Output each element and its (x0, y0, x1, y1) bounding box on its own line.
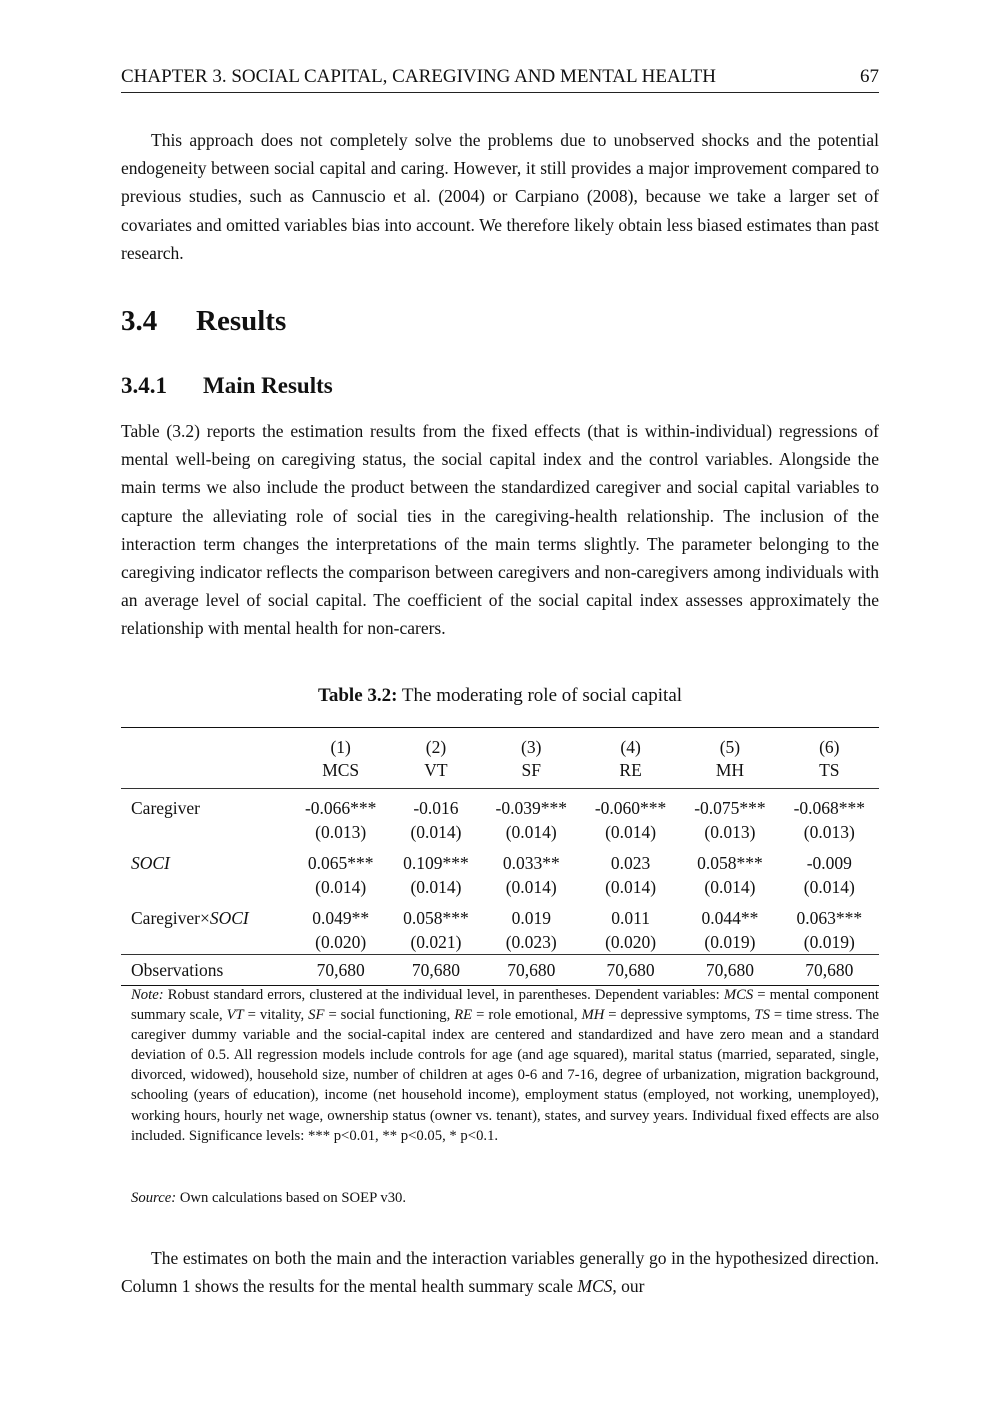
regression-table-grid (121, 727, 879, 986)
paragraph-segment: The estimates on both the main and the interaction variables generally go in the hypothesized direction. Column 1 shows the results for the mental health summary scale (121, 1248, 879, 1297)
standard-error-row (121, 930, 879, 955)
row-spacer (121, 899, 879, 907)
coefficient-cell: 0.049** (312, 908, 370, 928)
paragraph-segment: MCS (577, 1276, 613, 1297)
source-text: Own calculations based on SOEP v30. (176, 1190, 407, 1206)
row-label-blank (121, 820, 291, 844)
note-segment: = mental component summary scale, (131, 987, 879, 1024)
note-segment: MH (581, 1007, 605, 1024)
standard-error-cell: (0.019) (704, 931, 756, 952)
observations-label: Observations (121, 955, 291, 986)
standard-error-cell: (0.013) (315, 821, 367, 842)
standard-error-cell: (0.019) (803, 931, 855, 952)
coefficient-cell: -0.075*** (680, 789, 779, 821)
subsection-heading (121, 373, 333, 399)
column-number: (1) (291, 728, 390, 759)
standard-error-cell: (0.014) (315, 876, 367, 897)
note-segment: MCS (723, 987, 754, 1003)
page-number: 67 (860, 66, 879, 87)
coefficient-cell: 0.023 (610, 853, 651, 873)
standard-error-cell: (0.023) (505, 931, 557, 952)
column-name: SF (521, 759, 541, 780)
chapter-title: CHAPTER 3. SOCIAL CAPITAL, CAREGIVING AND MENTAL HEALTH (121, 66, 716, 87)
regression-table (121, 727, 879, 986)
coefficient-cell: 0.033** (502, 853, 560, 873)
column-number: (3) (482, 728, 581, 759)
row-label (121, 789, 291, 821)
row-label-main: Caregiver (131, 798, 200, 818)
paragraph-segment: , our (612, 1276, 645, 1297)
coefficient-cell: -0.009 (806, 853, 852, 873)
coefficient-row (121, 907, 879, 930)
note-segment: = vitality, (243, 1007, 309, 1024)
note-label: Note: (131, 987, 164, 1003)
row-label-italic: SOCI (209, 908, 249, 928)
subsection-number: 3.4.1 (121, 373, 167, 398)
note-segment: SF (308, 1007, 325, 1024)
column-name: RE (619, 759, 642, 780)
standard-error-cell: (0.014) (410, 821, 462, 842)
note-segment: = social functioning, (324, 1007, 455, 1024)
standard-error-cell: (0.014) (410, 876, 462, 897)
standard-error-cell: (0.014) (505, 821, 557, 842)
standard-error-cell: (0.014) (704, 876, 756, 897)
standard-error-cell: (0.021) (410, 931, 462, 952)
column-name: TS (819, 759, 840, 780)
header-blank-cell (121, 758, 291, 789)
section-heading (121, 305, 286, 338)
column-name-row (121, 758, 879, 789)
note-segment: = depressive symptoms, (604, 1007, 755, 1024)
note-segment: TS (754, 1007, 770, 1024)
observations-cell: 70,680 (482, 955, 581, 986)
standard-error-cell: (0.014) (505, 876, 557, 897)
standard-error-cell: (0.014) (803, 876, 855, 897)
observations-cell: 70,680 (291, 955, 390, 986)
row-label-main: Caregiver× (131, 908, 210, 928)
coefficient-row (121, 852, 879, 875)
coefficient-cell: 0.044** (701, 908, 759, 928)
column-name: MCS (322, 759, 360, 780)
observations-row (121, 955, 879, 986)
header-blank-cell (121, 728, 291, 759)
coefficient-cell: -0.016 (390, 789, 481, 821)
coefficient-cell: -0.039*** (482, 789, 581, 821)
paragraph-intro: This approach does not completely solve the problems due to unobserved shocks and the potential endogeneity between social capital and caring. However, it still provides a major improvement compared to previous studies, such as Cannuscio et al. (2004) or Carpiano (2008), because we take a larger set of covariates and omitted variables bias into account. We therefore likely obtain less biased estimates than past research. (121, 130, 879, 263)
row-label-italic: SOCI (131, 853, 170, 873)
table-caption (121, 685, 879, 707)
coefficient-cell: 0.063*** (796, 908, 863, 928)
column-name: MH (715, 759, 745, 780)
standard-error-cell: (0.014) (605, 876, 657, 897)
coefficient-cell: 0.109*** (403, 853, 469, 873)
column-number-row (121, 728, 879, 759)
standard-error-row (121, 875, 879, 899)
column-number: (6) (780, 728, 879, 759)
row-label-blank (121, 875, 291, 899)
coefficient-row (121, 789, 879, 821)
coefficient-cell: 0.011 (611, 908, 650, 928)
coefficient-cell: -0.060*** (581, 789, 680, 821)
standard-error-cell: (0.020) (605, 931, 657, 952)
paragraph-main-results: Table (3.2) reports the estimation results from the fixed effects (that is within-individual) regressions of mental well-being on caregiving status, the social capital index and the control variables. Alongside the main terms we also include the product between the standardized caregiver and social capital variables to capture the alleviating role of social ties in the caregiving-health relationship. The inclusion of the interaction term changes the interpretations of the main terms slightly. The parameter belonging to the caregiving indicator reflects the comparison between caregivers and non-caregivers among individuals with an average level of social capital. The coefficient of the social capital index assesses approximately the relationship with mental health for non-carers. (121, 421, 879, 639)
coefficient-cell: -0.068*** (780, 789, 879, 821)
table-caption-label: Table 3.2: (317, 685, 398, 706)
section-number: 3.4 (121, 305, 158, 337)
standard-error-cell: (0.013) (803, 821, 855, 842)
table-source (131, 1188, 879, 1208)
row-spacer-cell (121, 844, 879, 852)
paragraph-discussion (121, 1244, 879, 1300)
table-note (131, 985, 879, 1146)
note-segment: = role emotional, (472, 1007, 582, 1024)
row-label (121, 907, 291, 930)
observations-cell: 70,680 (390, 955, 481, 986)
row-label-blank (121, 930, 291, 955)
column-number: (2) (390, 728, 481, 759)
note-segment: RE (454, 1007, 473, 1024)
row-label (121, 852, 291, 875)
section-title: Results (196, 305, 287, 337)
note-segment: VT (226, 1007, 244, 1024)
table-caption-text: The moderating role of social capital (401, 685, 683, 706)
coefficient-cell: 0.058*** (697, 853, 763, 873)
note-segment: Robust standard errors, clustered at the individual level, in parentheses. Dependent variables: (163, 987, 724, 1003)
row-spacer-cell (121, 899, 879, 907)
coefficient-cell: 0.065*** (307, 853, 374, 873)
standard-error-cell: (0.020) (315, 931, 367, 952)
coefficient-cell: 0.058*** (403, 908, 469, 928)
row-spacer (121, 844, 879, 852)
standard-error-row (121, 820, 879, 844)
observations-cell: 70,680 (581, 955, 680, 986)
column-name: VT (424, 759, 448, 780)
standard-error-cell: (0.013) (704, 821, 756, 842)
running-header (121, 66, 879, 93)
coefficient-cell: -0.066*** (291, 789, 390, 821)
subsection-title: Main Results (203, 373, 333, 398)
note-body (131, 987, 879, 1144)
note-segment: = time stress. The caregiver dummy variable and the social-capital index are centered and standardized and have zero mean and a standard deviation of 0.5. All regression models include controls for age (and age squared), marital status (married, separated, single, divorced, widowed), household size, number of children at ages 0-6 and 7-16, degree of urbanization, migration background, schooling (years of education), income (net household income), employment status (employed, not working, unemployed), working hours, hourly net wage, ownership status (owner vs. tenant), states, and survey years. Individual fixed effects are also included. Significance levels: *** p<0.01, ** p<0.05, * p<0.1. (131, 1007, 879, 1144)
observations-cell: 70,680 (780, 955, 879, 986)
observations-cell: 70,680 (680, 955, 779, 986)
coefficient-cell: 0.019 (511, 908, 551, 928)
column-number: (5) (680, 728, 779, 759)
standard-error-cell: (0.014) (605, 821, 657, 842)
source-label: Source: (131, 1190, 177, 1206)
column-number: (4) (581, 728, 680, 759)
